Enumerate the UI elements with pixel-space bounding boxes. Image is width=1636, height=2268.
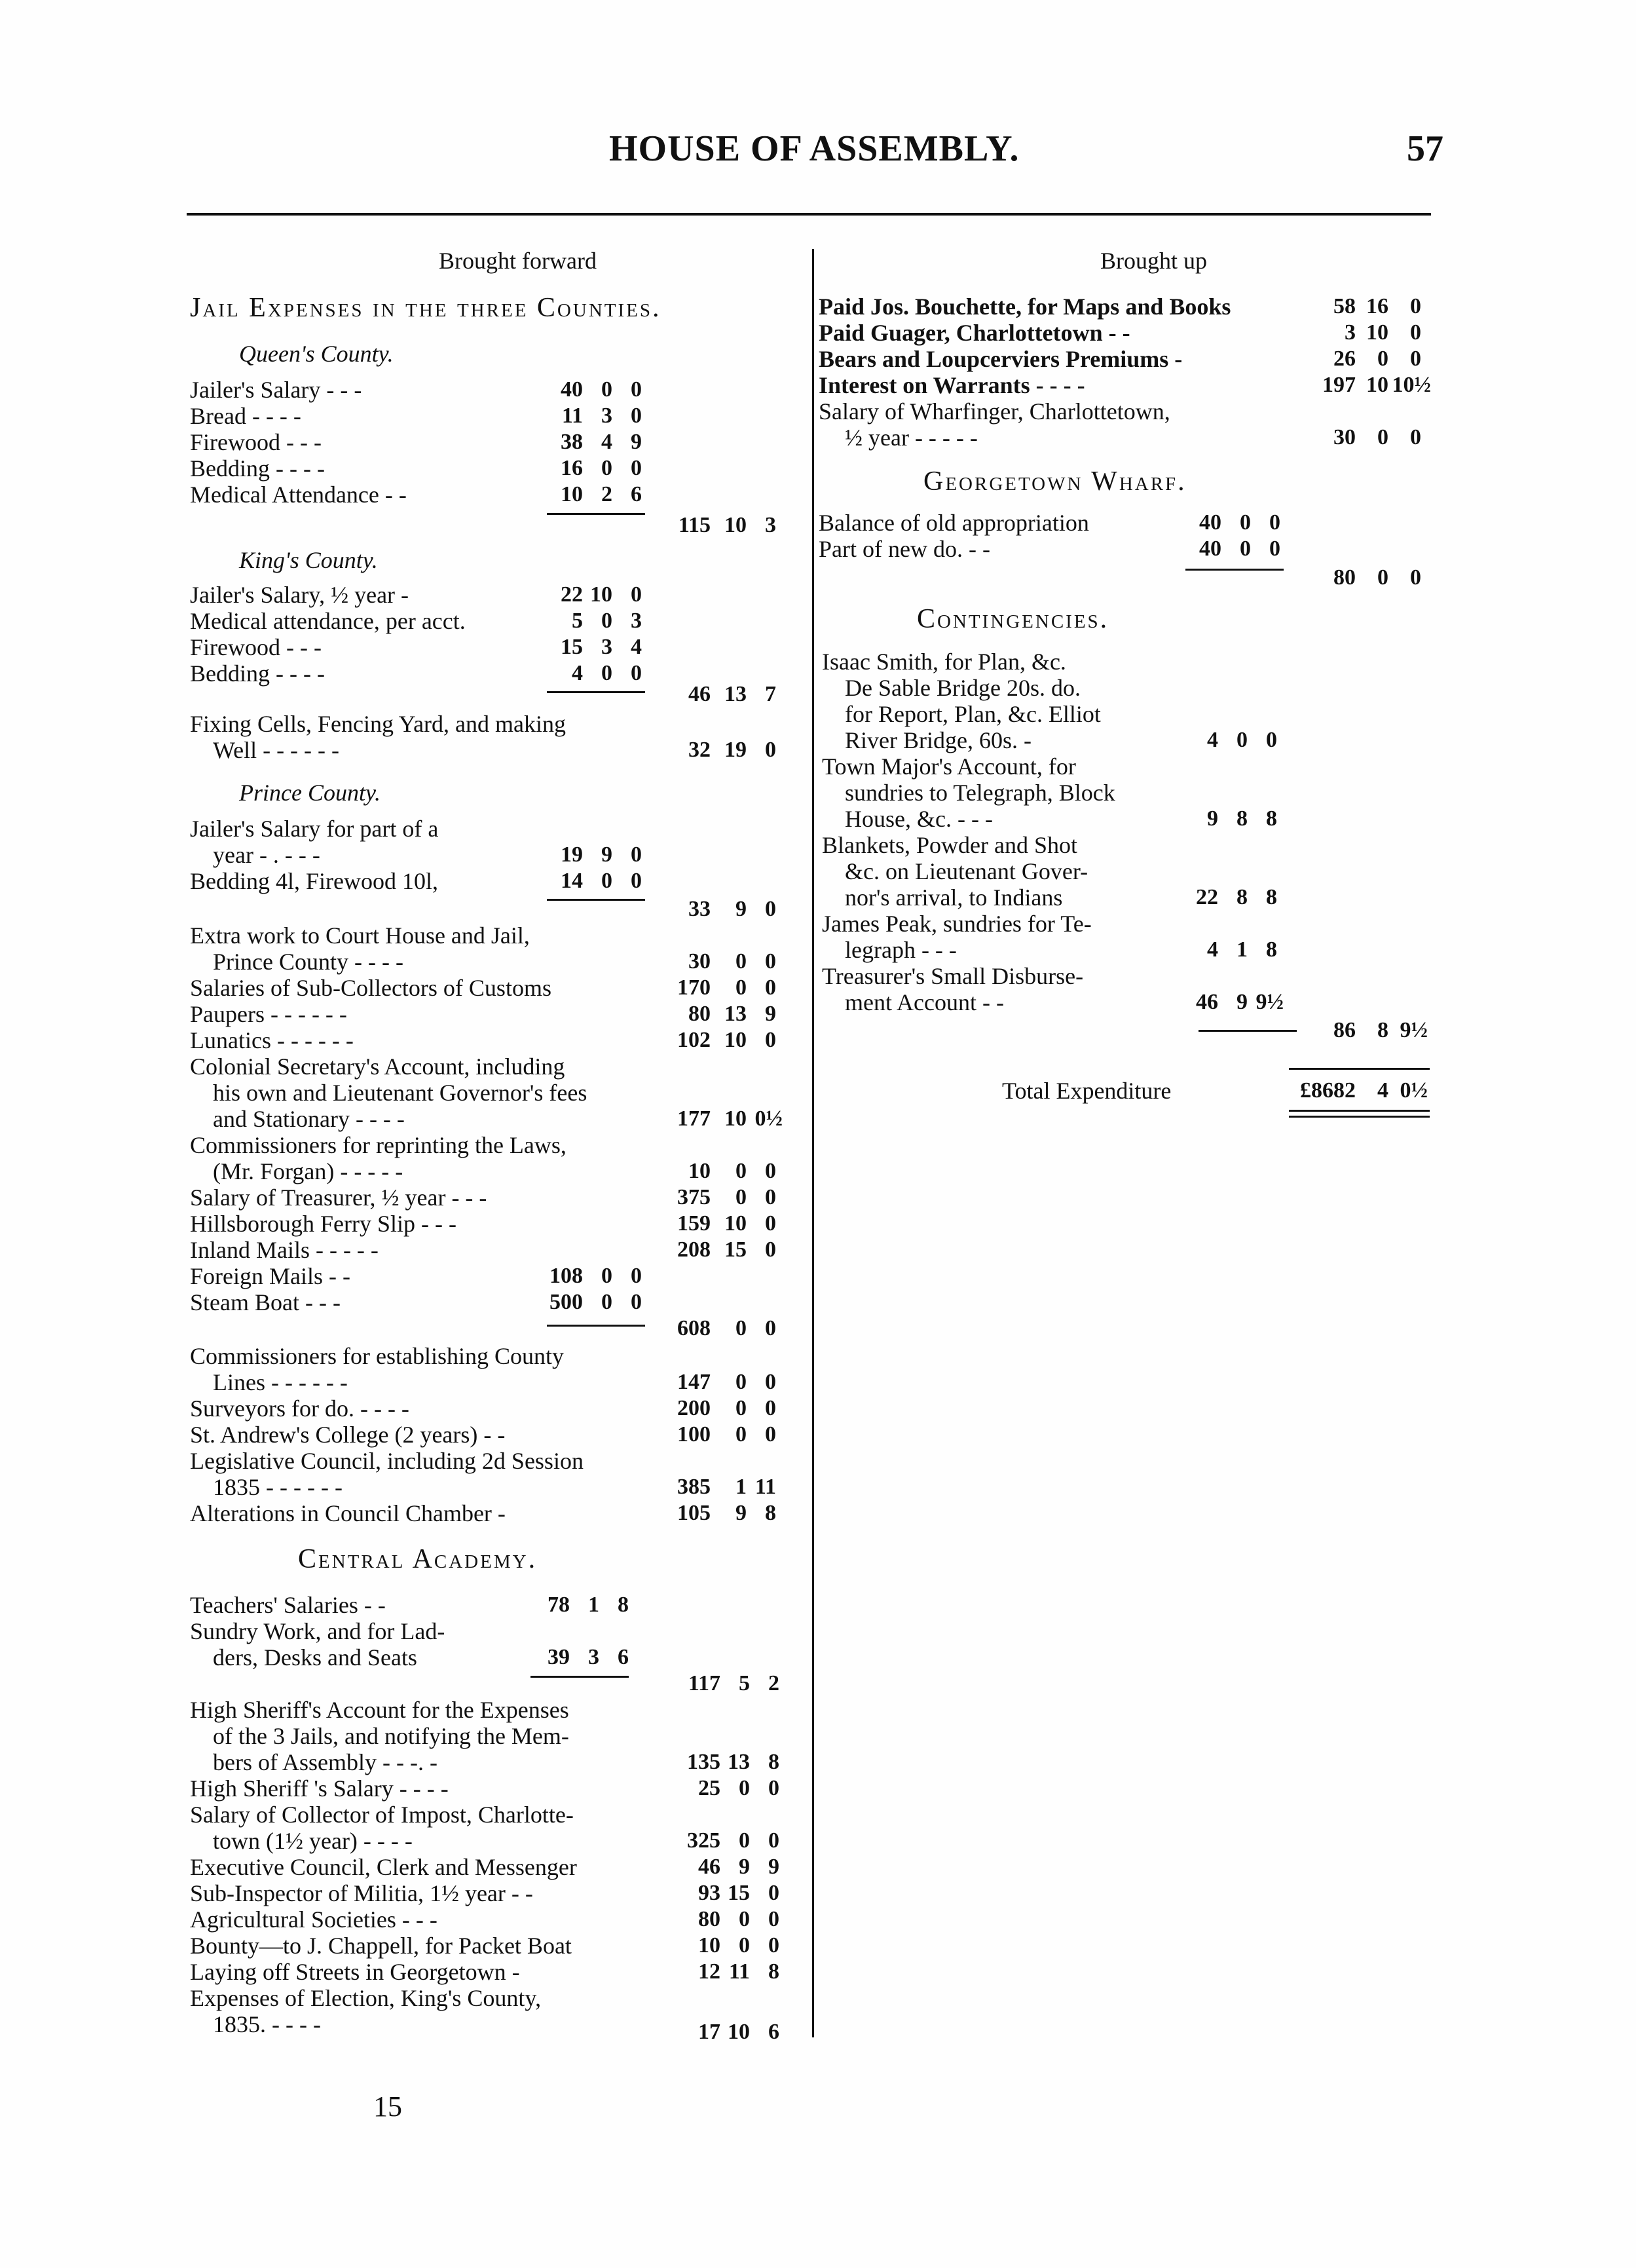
total-expenditure-label: Total Expenditure bbox=[1002, 1078, 1172, 1104]
expense-item-pence: 0 bbox=[765, 1396, 776, 1420]
town-major-label: Town Major's Account, for bbox=[822, 753, 1076, 780]
kings-item-label: Bedding - - - - bbox=[190, 660, 325, 687]
colonial-shillings: 10 bbox=[724, 1106, 747, 1131]
subtotal-rule bbox=[547, 899, 645, 901]
teachers-shillings: 1 bbox=[588, 1593, 599, 1617]
contingencies-total-shillings: 8 bbox=[1377, 1018, 1388, 1042]
queens-total-shillings: 10 bbox=[724, 513, 747, 537]
kings-item-pence: 0 bbox=[631, 582, 642, 607]
mails-item-label: Steam Boat - - - bbox=[190, 1289, 341, 1315]
kings-total-pence: 7 bbox=[765, 682, 776, 706]
expense-item-pounds: 200 bbox=[677, 1396, 711, 1420]
bouchette-shillings: 16 bbox=[1366, 294, 1388, 318]
subtotal-rule bbox=[547, 1325, 645, 1327]
impost-label: Salary of Collector of Impost, Charlotte- bbox=[190, 1802, 574, 1828]
expense-item-pounds: 93 bbox=[698, 1881, 720, 1905]
fixing-cells-shillings: 19 bbox=[724, 738, 747, 762]
header-rule bbox=[187, 213, 1431, 216]
colonial-pence: 0½ bbox=[754, 1106, 783, 1131]
academy-total-pence: 2 bbox=[768, 1671, 779, 1695]
mails-item-pence: 0 bbox=[631, 1290, 642, 1314]
mails-item-shillings: 0 bbox=[601, 1264, 612, 1288]
bears-label: Bears and Loupcerviers Premiums - bbox=[819, 346, 1183, 372]
kings-item-pounds: 5 bbox=[572, 609, 583, 633]
reprinting-label: Commissioners for reprinting the Laws, bbox=[190, 1132, 567, 1158]
guager-shillings: 10 bbox=[1366, 320, 1388, 345]
total-expenditure-shillings: 4 bbox=[1377, 1078, 1388, 1103]
prince-bedding-pounds: 14 bbox=[561, 869, 583, 893]
impost-pence: 0 bbox=[768, 1828, 779, 1853]
smith-pounds: 4 bbox=[1207, 728, 1218, 752]
town-major-pence: 8 bbox=[1266, 806, 1277, 831]
queens-item-pounds: 10 bbox=[561, 482, 583, 506]
wharf-item-shillings: 0 bbox=[1240, 510, 1251, 535]
queens-total-pence: 3 bbox=[765, 513, 776, 537]
signature-mark: 15 bbox=[373, 2090, 402, 2123]
subtotal-rule bbox=[1185, 569, 1284, 571]
expense-item-pounds: 46 bbox=[698, 1855, 720, 1879]
kings-item-shillings: 10 bbox=[590, 582, 612, 607]
expense-item-pence: 8 bbox=[768, 1959, 779, 1984]
smith-label-cont: De Sable Bridge 20s. do. bbox=[845, 675, 1081, 701]
wharf-item-shillings: 0 bbox=[1240, 537, 1251, 561]
expense-item-shillings: 15 bbox=[724, 1238, 747, 1262]
expense-item-pounds: 375 bbox=[677, 1185, 711, 1209]
bears-pounds: 26 bbox=[1333, 347, 1356, 371]
wharf-item-label: Part of new do. - - bbox=[819, 536, 990, 562]
wharf-item-pounds: 40 bbox=[1199, 510, 1221, 535]
sheriff-label-cont: of the 3 Jails, and notifying the Mem- bbox=[213, 1723, 569, 1749]
subtotal-rule bbox=[547, 691, 645, 693]
bouchette-label: Paid Jos. Bouchette, for Maps and Books bbox=[819, 293, 1231, 320]
queens-item-shillings: 4 bbox=[601, 430, 612, 454]
central-academy-heading: Central Academy. bbox=[298, 1544, 538, 1574]
teachers-pounds: 78 bbox=[548, 1593, 570, 1617]
town-major-label-cont: House, &c. - - - bbox=[845, 806, 993, 832]
expense-item-shillings: 0 bbox=[739, 1907, 750, 1931]
sheriff-pounds: 135 bbox=[687, 1750, 720, 1774]
expense-item-pence: 0 bbox=[765, 1028, 776, 1052]
queens-county-heading: Queen's County. bbox=[239, 341, 394, 367]
interest-label: Interest on Warrants - - - - bbox=[819, 372, 1085, 398]
sheriff-label: High Sheriff's Account for the Expenses bbox=[190, 1697, 569, 1723]
total-expenditure-pence: 0½ bbox=[1400, 1078, 1428, 1103]
county-lines-label-cont: Lines - - - - - - bbox=[213, 1369, 348, 1395]
sundry-pence: 6 bbox=[618, 1645, 629, 1669]
mails-item-label: Foreign Mails - - bbox=[190, 1263, 350, 1289]
smith-label-cont: River Bridge, 60s. - bbox=[845, 727, 1032, 753]
expense-item-label: Paupers - - - - - - bbox=[190, 1001, 347, 1027]
queens-item-label: Bedding - - - - bbox=[190, 455, 325, 482]
blankets-shillings: 8 bbox=[1236, 885, 1248, 909]
expense-item-shillings: 10 bbox=[724, 1028, 747, 1052]
town-major-label-cont: sundries to Telegraph, Block bbox=[845, 780, 1115, 806]
queens-item-label: Firewood - - - bbox=[190, 429, 322, 455]
expense-item-pounds: 12 bbox=[698, 1959, 720, 1984]
expense-item-pounds: 208 bbox=[677, 1238, 711, 1262]
kings-item-pence: 3 bbox=[631, 609, 642, 633]
peak-pounds: 4 bbox=[1207, 937, 1218, 962]
expense-item-label: Lunatics - - - - - - bbox=[190, 1027, 354, 1053]
wharf-total-pounds: 80 bbox=[1333, 565, 1356, 590]
page-number: 57 bbox=[1407, 128, 1443, 169]
legislative-pence: 11 bbox=[754, 1475, 776, 1499]
column-divider bbox=[812, 249, 814, 2037]
prince-total-shillings: 9 bbox=[735, 897, 747, 921]
blankets-label-cont: nor's arrival, to Indians bbox=[845, 884, 1063, 911]
kings-item-label: Firewood - - - bbox=[190, 634, 322, 660]
wharfinger-pence: 0 bbox=[1410, 425, 1421, 449]
expense-item-pence: 0 bbox=[768, 1881, 779, 1905]
wharf-item-pounds: 40 bbox=[1199, 537, 1221, 561]
academy-total-pounds: 117 bbox=[688, 1671, 720, 1695]
prince-jailer-shillings: 9 bbox=[601, 842, 612, 867]
fixing-cells-pence: 0 bbox=[765, 738, 776, 762]
mails-item-shillings: 0 bbox=[601, 1290, 612, 1314]
wharf-total-shillings: 0 bbox=[1377, 565, 1388, 590]
queens-item-shillings: 2 bbox=[601, 482, 612, 506]
election-label: Expenses of Election, King's County, bbox=[190, 1985, 542, 2011]
election-shillings: 10 bbox=[728, 2020, 750, 2044]
expense-item-shillings: 13 bbox=[724, 1002, 747, 1026]
alterations-label: Alterations in Council Chamber - bbox=[190, 1500, 506, 1526]
colonial-label: Colonial Secretary's Account, including bbox=[190, 1053, 565, 1080]
wharfinger-label-cont: ½ year - - - - - bbox=[845, 425, 978, 451]
expense-item-shillings: 15 bbox=[728, 1881, 750, 1905]
sundry-label-cont: ders, Desks and Seats bbox=[213, 1644, 417, 1671]
town-major-pounds: 9 bbox=[1207, 806, 1218, 831]
kings-item-pounds: 4 bbox=[572, 661, 583, 685]
election-pence: 6 bbox=[768, 2020, 779, 2044]
expense-item-shillings: 0 bbox=[735, 1185, 747, 1209]
alterations-pence: 8 bbox=[765, 1501, 776, 1525]
kings-item-shillings: 0 bbox=[601, 661, 612, 685]
bouchette-pence: 0 bbox=[1410, 294, 1421, 318]
reprinting-label-cont: (Mr. Forgan) - - - - - bbox=[213, 1158, 403, 1184]
expense-item-label: Sub-Inspector of Militia, 1½ year - - bbox=[190, 1880, 533, 1906]
total-double-rule bbox=[1289, 1110, 1430, 1118]
wharf-total-pence: 0 bbox=[1410, 565, 1421, 590]
expense-item-label: Executive Council, Clerk and Messenger bbox=[190, 1854, 577, 1880]
expense-item-pence: 9 bbox=[765, 1002, 776, 1026]
prince-bedding-label: Bedding 4l, Firewood 10l, bbox=[190, 868, 438, 894]
sundry-label: Sundry Work, and for Lad- bbox=[190, 1618, 445, 1644]
queens-item-pence: 9 bbox=[631, 430, 642, 454]
expense-item-label: Bounty—to J. Chappell, for Packet Boat bbox=[190, 1933, 572, 1959]
peak-pence: 8 bbox=[1266, 937, 1277, 962]
impost-pounds: 325 bbox=[687, 1828, 720, 1853]
fixing-cells-pounds: 32 bbox=[688, 738, 711, 762]
guager-pounds: 3 bbox=[1345, 320, 1356, 345]
extra-work-label-cont: Prince County - - - - bbox=[213, 949, 403, 975]
bouchette-pounds: 58 bbox=[1333, 294, 1356, 318]
queens-item-pence: 0 bbox=[631, 404, 642, 428]
interest-pounds: 197 bbox=[1322, 373, 1356, 397]
subtotal-rule bbox=[1199, 1030, 1297, 1032]
expense-item-pounds: 80 bbox=[688, 1002, 711, 1026]
legislative-label-cont: 1835 - - - - - - bbox=[213, 1474, 343, 1500]
county-lines-shillings: 0 bbox=[735, 1370, 747, 1394]
expense-item-pounds: 10 bbox=[698, 1933, 720, 1957]
sheriff-pence: 8 bbox=[768, 1750, 779, 1774]
kings-county-heading: King's County. bbox=[239, 547, 378, 573]
sundry-shillings: 3 bbox=[588, 1645, 599, 1669]
peak-label: James Peak, sundries for Te- bbox=[822, 911, 1092, 937]
legislative-shillings: 1 bbox=[735, 1475, 747, 1499]
expense-item-label: Surveyors for do. - - - - bbox=[190, 1395, 409, 1422]
colonial-pounds: 177 bbox=[677, 1106, 711, 1131]
fixing-cells-label: Fixing Cells, Fencing Yard, and making bbox=[190, 711, 566, 737]
expense-item-label: Laying off Streets in Georgetown - bbox=[190, 1959, 520, 1985]
academy-total-shillings: 5 bbox=[739, 1671, 750, 1695]
expense-item-shillings: 0 bbox=[735, 1422, 747, 1446]
expense-item-pence: 0 bbox=[765, 1211, 776, 1236]
wharf-item-pence: 0 bbox=[1269, 510, 1280, 535]
smith-shillings: 0 bbox=[1236, 728, 1248, 752]
queens-item-label: Bread - - - - bbox=[190, 403, 301, 429]
queens-item-pence: 0 bbox=[631, 377, 642, 402]
sundry-pounds: 39 bbox=[548, 1645, 570, 1669]
peak-shillings: 1 bbox=[1236, 937, 1248, 962]
contingencies-heading: Contingencies. bbox=[917, 604, 1109, 634]
mails-total-shillings: 0 bbox=[735, 1316, 747, 1340]
expense-item-pounds: 80 bbox=[698, 1907, 720, 1931]
prince-total-pence: 0 bbox=[765, 897, 776, 921]
expense-item-pounds: 170 bbox=[677, 975, 711, 1000]
queens-item-shillings: 0 bbox=[601, 377, 612, 402]
kings-item-label: Medical attendance, per acct. bbox=[190, 608, 466, 634]
expense-item-label: Agricultural Societies - - - bbox=[190, 1906, 437, 1933]
expense-item-shillings: 11 bbox=[728, 1959, 750, 1984]
mails-item-pence: 0 bbox=[631, 1264, 642, 1288]
alterations-shillings: 9 bbox=[735, 1501, 747, 1525]
kings-item-pounds: 22 bbox=[561, 582, 583, 607]
impost-label-cont: town (1½ year) - - - - bbox=[213, 1828, 413, 1854]
smith-pence: 0 bbox=[1266, 728, 1277, 752]
wharf-item-pence: 0 bbox=[1269, 537, 1280, 561]
kings-item-pence: 0 bbox=[631, 661, 642, 685]
teachers-pence: 8 bbox=[618, 1593, 629, 1617]
expense-item-pence: 0 bbox=[765, 975, 776, 1000]
kings-item-pence: 4 bbox=[631, 635, 642, 659]
expense-item-label: Inland Mails - - - - - bbox=[190, 1237, 379, 1263]
mails-item-pounds: 500 bbox=[549, 1290, 583, 1314]
sheriff-shillings: 13 bbox=[728, 1750, 750, 1774]
reprinting-pence: 0 bbox=[765, 1159, 776, 1183]
mails-item-pounds: 108 bbox=[549, 1264, 583, 1288]
prince-jailer-label-cont: year - . - - - bbox=[213, 842, 320, 868]
prince-total-pounds: 33 bbox=[688, 897, 711, 921]
sheriff-salary-pence: 0 bbox=[768, 1776, 779, 1800]
wharfinger-shillings: 0 bbox=[1377, 425, 1388, 449]
expense-item-pence: 0 bbox=[765, 1238, 776, 1262]
expense-item-shillings: 9 bbox=[739, 1855, 750, 1879]
kings-item-shillings: 0 bbox=[601, 609, 612, 633]
expense-item-label: Salaries of Sub-Collectors of Customs bbox=[190, 975, 551, 1001]
prince-jailer-pence: 0 bbox=[631, 842, 642, 867]
mails-total-pence: 0 bbox=[765, 1316, 776, 1340]
expense-item-shillings: 0 bbox=[735, 975, 747, 1000]
jail-expenses-heading: Jail Expenses in the three Counties. bbox=[190, 293, 661, 323]
sheriff-salary-pounds: 25 bbox=[698, 1776, 720, 1800]
total-rule bbox=[1289, 1068, 1430, 1070]
prince-bedding-pence: 0 bbox=[631, 869, 642, 893]
wharfinger-label: Salary of Wharfinger, Charlottetown, bbox=[819, 398, 1170, 425]
smith-label-cont: for Report, Plan, &c. Elliot bbox=[845, 701, 1101, 727]
interest-pence: 10½ bbox=[1392, 373, 1431, 397]
wharfinger-pounds: 30 bbox=[1333, 425, 1356, 449]
blankets-label-cont: &c. on Lieutenant Gover- bbox=[845, 858, 1088, 884]
guager-pence: 0 bbox=[1410, 320, 1421, 345]
brought-up-label: Brought up bbox=[1100, 248, 1208, 274]
election-pounds: 17 bbox=[698, 2020, 720, 2044]
interest-shillings: 10 bbox=[1366, 373, 1388, 397]
fixing-cells-label-cont: Well - - - - - - bbox=[213, 737, 340, 763]
treasurer-small-pence: 9½ bbox=[1255, 990, 1284, 1014]
sheriff-label-cont: bers of Assembly - - -. - bbox=[213, 1749, 437, 1775]
expense-item-label: Hillsborough Ferry Slip - - - bbox=[190, 1211, 456, 1237]
contingencies-total-pounds: 86 bbox=[1333, 1018, 1356, 1042]
peak-label-cont: legraph - - - bbox=[845, 937, 957, 963]
impost-shillings: 0 bbox=[739, 1828, 750, 1853]
queens-item-pence: 6 bbox=[631, 482, 642, 506]
alterations-pounds: 105 bbox=[677, 1501, 711, 1525]
queens-item-pounds: 16 bbox=[561, 456, 583, 480]
queens-item-shillings: 3 bbox=[601, 404, 612, 428]
page-header bbox=[0, 128, 1636, 180]
expense-item-shillings: 10 bbox=[724, 1211, 747, 1236]
wharf-item-label: Balance of old appropriation bbox=[819, 510, 1089, 536]
expense-item-label: St. Andrew's College (2 years) - - bbox=[190, 1422, 506, 1448]
mails-total-pounds: 608 bbox=[677, 1316, 711, 1340]
queens-item-shillings: 0 bbox=[601, 456, 612, 480]
expense-item-pounds: 102 bbox=[677, 1028, 711, 1052]
queens-total-pounds: 115 bbox=[678, 513, 711, 537]
extra-work-label: Extra work to Court House and Jail, bbox=[190, 922, 530, 949]
election-label-cont: 1835. - - - - bbox=[213, 2011, 321, 2037]
blankets-pence: 8 bbox=[1266, 885, 1277, 909]
reprinting-shillings: 0 bbox=[735, 1159, 747, 1183]
queens-item-pounds: 40 bbox=[561, 377, 583, 402]
extra-work-pounds: 30 bbox=[688, 949, 711, 973]
legislative-pounds: 385 bbox=[677, 1475, 711, 1499]
colonial-label-cont: his own and Lieutenant Governor's fees bbox=[213, 1080, 587, 1106]
queens-item-pounds: 38 bbox=[561, 430, 583, 454]
queens-item-pounds: 11 bbox=[561, 404, 583, 428]
georgetown-wharf-heading: Georgetown Wharf. bbox=[923, 466, 1187, 497]
colonial-label-cont: and Stationary - - - - bbox=[213, 1106, 405, 1132]
smith-label: Isaac Smith, for Plan, &c. bbox=[822, 649, 1066, 675]
treasurer-small-label: Treasurer's Small Disburse- bbox=[822, 963, 1084, 989]
extra-work-shillings: 0 bbox=[735, 949, 747, 973]
extra-work-pence: 0 bbox=[765, 949, 776, 973]
sheriff-salary-label: High Sheriff 's Salary - - - - bbox=[190, 1775, 449, 1802]
contingencies-total-pence: 9½ bbox=[1400, 1018, 1428, 1042]
blankets-pounds: 22 bbox=[1196, 885, 1218, 909]
subtotal-rule bbox=[547, 513, 645, 515]
expense-item-pence: 0 bbox=[768, 1907, 779, 1931]
county-lines-pounds: 147 bbox=[677, 1370, 711, 1394]
kings-total-pounds: 46 bbox=[688, 682, 711, 706]
teachers-label: Teachers' Salaries - - bbox=[190, 1592, 386, 1618]
county-lines-label: Commissioners for establishing County bbox=[190, 1343, 564, 1369]
treasurer-small-label-cont: ment Account - - bbox=[845, 989, 1004, 1015]
running-title: HOUSE OF ASSEMBLY. bbox=[609, 128, 1020, 169]
town-major-shillings: 8 bbox=[1236, 806, 1248, 831]
kings-item-label: Jailer's Salary, ½ year - bbox=[190, 582, 409, 608]
sheriff-salary-shillings: 0 bbox=[739, 1776, 750, 1800]
total-expenditure-pounds: £8682 bbox=[1300, 1078, 1356, 1103]
kings-item-shillings: 3 bbox=[601, 635, 612, 659]
bears-shillings: 0 bbox=[1377, 347, 1388, 371]
queens-item-label: Medical Attendance - - bbox=[190, 482, 407, 508]
prince-jailer-label: Jailer's Salary for part of a bbox=[190, 816, 439, 842]
bears-pence: 0 bbox=[1410, 347, 1421, 371]
queens-item-label: Jailer's Salary - - - bbox=[190, 377, 362, 403]
expense-item-shillings: 0 bbox=[735, 1396, 747, 1420]
county-lines-pence: 0 bbox=[765, 1370, 776, 1394]
expense-item-pence: 0 bbox=[765, 1422, 776, 1446]
subtotal-rule bbox=[530, 1676, 629, 1678]
guager-label: Paid Guager, Charlottetown - - bbox=[819, 320, 1130, 346]
kings-total-shillings: 13 bbox=[724, 682, 747, 706]
reprinting-pounds: 10 bbox=[688, 1159, 711, 1183]
blankets-label: Blankets, Powder and Shot bbox=[822, 832, 1077, 858]
prince-county-heading: Prince County. bbox=[239, 780, 381, 806]
prince-bedding-shillings: 0 bbox=[601, 869, 612, 893]
queens-item-pence: 0 bbox=[631, 456, 642, 480]
brought-forward-label: Brought forward bbox=[439, 248, 597, 274]
expense-item-pounds: 100 bbox=[677, 1422, 711, 1446]
treasurer-small-shillings: 9 bbox=[1236, 990, 1248, 1014]
expense-item-pence: 9 bbox=[768, 1855, 779, 1879]
expense-item-pence: 0 bbox=[768, 1933, 779, 1957]
expense-item-pence: 0 bbox=[765, 1185, 776, 1209]
kings-item-pounds: 15 bbox=[561, 635, 583, 659]
prince-jailer-pounds: 19 bbox=[561, 842, 583, 867]
expense-item-label: Salary of Treasurer, ½ year - - - bbox=[190, 1184, 487, 1211]
legislative-label: Legislative Council, including 2d Session bbox=[190, 1448, 584, 1474]
treasurer-small-pounds: 46 bbox=[1196, 990, 1218, 1014]
expense-item-shillings: 0 bbox=[739, 1933, 750, 1957]
expense-item-pounds: 159 bbox=[677, 1211, 711, 1236]
